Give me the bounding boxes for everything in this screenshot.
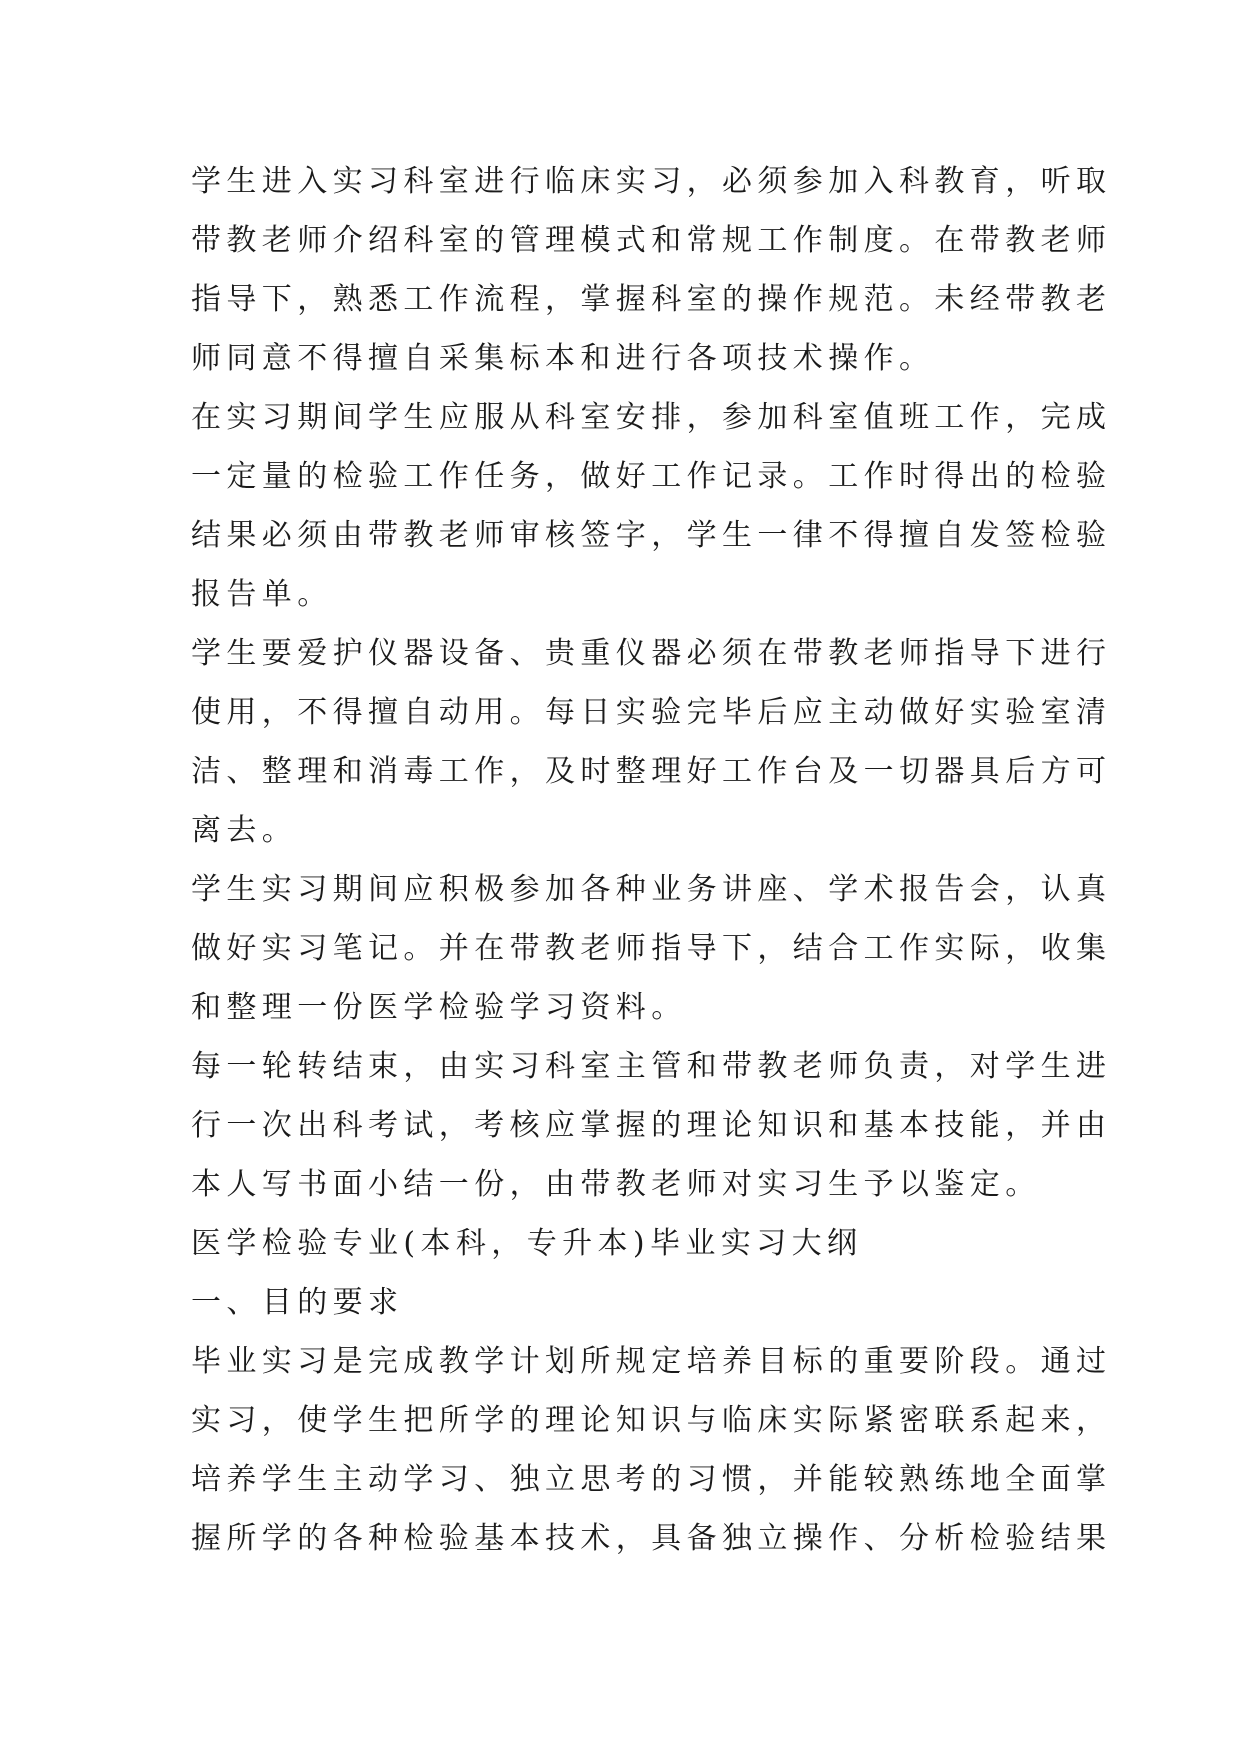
text-line: 做好实习笔记。并在带教老师指导下，结合工作实际，收集 <box>191 931 1112 966</box>
text-line: 带教老师介绍科室的管理模式和常规工作制度。在带教老师 <box>191 223 1112 258</box>
text-line: 握所学的各种检验基本技术，具备独立操作、分析检验结果 <box>191 1521 1112 1556</box>
text-line: 和整理一份医学检验学习资料。 <box>191 990 687 1025</box>
text-line: 指导下，熟悉工作流程，掌握科室的操作规范。未经带教老 <box>191 282 1112 317</box>
text-line: 报告单。 <box>191 577 333 612</box>
text-line: 学生实习期间应积极参加各种业务讲座、学术报告会，认真 <box>191 872 1112 907</box>
document-body <box>191 152 1112 1568</box>
section-heading: 一、目的要求 <box>191 1285 404 1320</box>
text-line: 毕业实习是完成教学计划所规定培养目标的重要阶段。通过 <box>191 1344 1112 1379</box>
text-line: 学生进入实习科室进行临床实习，必须参加入科教育，听取 <box>191 164 1112 199</box>
text-line: 使用，不得擅自动用。每日实验完毕后应主动做好实验室清 <box>191 695 1112 730</box>
text-line: 离去。 <box>191 813 298 848</box>
text-line: 行一次出科考试，考核应掌握的理论知识和基本技能，并由 <box>191 1108 1112 1143</box>
text-line: 实习，使学生把所学的理论知识与临床实际紧密联系起来， <box>191 1403 1112 1438</box>
section-title: 医学检验专业(本科，专升本)毕业实习大纲 <box>191 1226 863 1261</box>
text-line: 一定量的检验工作任务，做好工作记录。工作时得出的检验 <box>191 459 1112 494</box>
text-line: 师同意不得擅自采集标本和进行各项技术操作。 <box>191 341 935 376</box>
text-line: 结果必须由带教老师审核签字，学生一律不得擅自发签检验 <box>191 518 1112 553</box>
text-line: 本人写书面小结一份，由带教老师对实习生予以鉴定。 <box>191 1167 1041 1202</box>
text-line: 学生要爱护仪器设备、贵重仪器必须在带教老师指导下进行 <box>191 636 1112 671</box>
text-line: 每一轮转结束，由实习科室主管和带教老师负责，对学生进 <box>191 1049 1112 1084</box>
text-line: 培养学生主动学习、独立思考的习惯，并能较熟练地全面掌 <box>191 1462 1112 1497</box>
text-line: 在实习期间学生应服从科室安排，参加科室值班工作，完成 <box>191 400 1112 435</box>
text-line: 洁、整理和消毒工作，及时整理好工作台及一切器具后方可 <box>191 754 1112 789</box>
